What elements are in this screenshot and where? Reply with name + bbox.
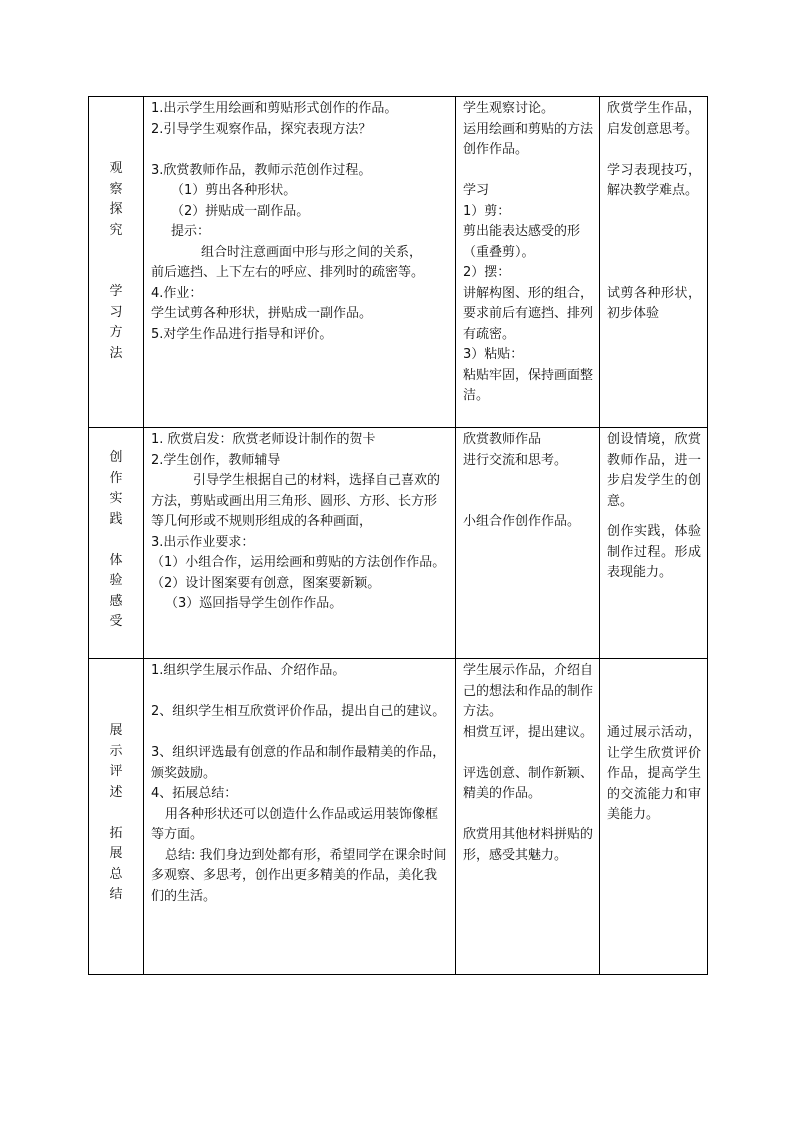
blank-line <box>607 140 701 161</box>
stage-char: 拓 <box>109 825 123 841</box>
student-activity-cell <box>456 428 600 659</box>
design-intent-cell <box>600 659 708 975</box>
teacher-line: 组合时注意画面中形与形之间的关系， <box>201 244 423 260</box>
stage-cell <box>89 428 144 659</box>
blank-line <box>463 471 593 492</box>
student-line: 欣赏教师作品 <box>463 432 542 447</box>
blank-space <box>607 202 701 284</box>
teacher-line: 提示： <box>171 224 211 239</box>
teacher-activity-cell <box>144 659 456 975</box>
stage-cell <box>89 97 144 428</box>
blank-line <box>151 140 449 161</box>
student-line: 剪出能表达感受的形（重叠剪）。 <box>463 224 581 260</box>
teacher-activity-cell <box>144 97 456 428</box>
blank-line <box>463 492 593 513</box>
teacher-line: 1.组织学生展示作品、介绍作品。 <box>151 663 346 678</box>
student-line: 运用绘画和剪贴的方法创作作品。 <box>463 121 594 157</box>
student-line: 粘贴牢固，保持画面整洁。 <box>463 367 594 403</box>
student-line: 学生观察讨论。 <box>463 101 555 116</box>
teacher-line: （2）拼贴成一副作品。 <box>171 203 310 219</box>
lesson-plan-table <box>88 96 708 975</box>
stage-char: 展 <box>109 846 123 861</box>
teacher-line: 4.作业： <box>151 285 203 301</box>
student-line: 讲解构图、形的组合，要求前后有遮挡、排列有疏密。 <box>463 285 594 342</box>
teacher-line: （2）设计图案要有创意，图案要新颖。 <box>151 575 381 591</box>
teacher-activity-cell <box>144 428 456 659</box>
teacher-line: （1）剪出各种形状。 <box>171 183 297 198</box>
stage-char: 实 <box>109 491 123 506</box>
student-line: 学习 <box>463 183 490 198</box>
teacher-line: 用各种形状还可以创造什么作品或运用装饰像框等方面。 <box>151 806 439 842</box>
stage-char: 评 <box>109 764 123 779</box>
student-line: 小组合作创作作品。 <box>463 514 581 529</box>
table-row <box>89 428 708 659</box>
blank-line <box>151 723 449 744</box>
stage-char: 受 <box>109 614 123 629</box>
teacher-line: （3）巡回指导学生创作作品。 <box>165 596 343 611</box>
stage-char: 探 <box>109 202 123 217</box>
teacher-line: 前后遮挡、上下左右的呼应、排列时的疏密等。 <box>151 265 425 280</box>
stage-char: 展 <box>109 723 123 738</box>
stage-gap <box>89 241 143 262</box>
blank-line <box>463 805 593 826</box>
stage-char: 习 <box>109 304 123 320</box>
teacher-line: 总结: 我们身边到处都有形，希望同学在课余时间多观察、多思考，创作出更多精美的作品，美化我们的生活。 <box>151 847 447 904</box>
stage-char: 体 <box>109 552 123 568</box>
student-line: 2）摆： <box>463 265 511 280</box>
teacher-line: 1.出示学生用绘画和剪贴形式创作的作品。 <box>151 101 398 116</box>
stage-char: 践 <box>109 511 123 527</box>
stage-gap <box>89 803 143 824</box>
intent-line: 试剪各种形状，初步体验 <box>607 285 701 321</box>
stage-char: 观 <box>109 161 123 176</box>
teacher-line: 学生试剪各种形状，拼贴成一副作品。 <box>151 306 373 321</box>
student-line: 进行交流和思考。 <box>463 452 568 468</box>
stage-gap <box>89 530 143 551</box>
teacher-line: （1）小组合作，运用绘画和剪贴的方法创作作品。 <box>151 555 446 570</box>
teacher-line: 引导学生根据自己的材料，选择自己喜欢的方法，剪贴或画出用三角形、圆形、方形、长方形等几何形或不规则形组成的各种画面， <box>151 473 441 529</box>
stage-char: 法 <box>109 345 123 361</box>
stage-char: 创 <box>109 450 123 465</box>
intent-line: 学习表现技巧，解决教学难点。 <box>607 162 701 198</box>
student-line: 欣赏用其他材料拼贴的形，感受其魅力。 <box>463 827 594 863</box>
stage-char: 究 <box>109 222 123 238</box>
stage-cell <box>89 659 144 975</box>
teacher-line: 2.学生创作，教师辅导 <box>151 452 281 468</box>
student-line: 1）剪： <box>463 203 511 219</box>
teacher-line: 3.欣赏教师作品，教师示范创作过程。 <box>151 162 372 178</box>
intent-line: 创作实践，体验制作过程。形成表现能力。 <box>607 524 701 580</box>
teacher-line: 5.对学生作品进行指导和评价。 <box>151 326 333 342</box>
stage-char: 述 <box>109 784 123 800</box>
intent-line: 欣赏学生作品，启发创意思考。 <box>607 101 701 137</box>
blank-line <box>607 512 701 522</box>
stage-gap <box>89 262 143 283</box>
student-activity-cell <box>456 97 600 428</box>
student-line: 相赏互评，提出建议。 <box>463 724 594 740</box>
blank-line <box>151 682 449 703</box>
stage-char: 学 <box>109 284 123 299</box>
stage-char: 总 <box>109 866 123 882</box>
blank-line <box>463 743 593 764</box>
student-line: 评选创意、制作新颖、精美的作品。 <box>463 765 594 801</box>
stage-char: 验 <box>109 573 123 588</box>
student-line: 3）粘贴： <box>463 347 524 362</box>
stage-char: 方 <box>109 325 123 340</box>
design-intent-cell <box>600 97 708 428</box>
teacher-line: 3、组织评选最有创意的作品和制作最精美的作品，颁奖鼓励。 <box>151 745 446 781</box>
teacher-line: 1. 欣赏启发：欣赏老师设计制作的贺卡 <box>151 432 376 447</box>
stage-char: 结 <box>109 887 123 902</box>
stage-char: 察 <box>109 181 123 197</box>
design-intent-cell <box>600 428 708 659</box>
student-activity-cell <box>456 659 600 975</box>
teacher-line: 4、拓展总结： <box>151 786 238 801</box>
table-row <box>89 659 708 975</box>
stage-char: 示 <box>109 743 123 759</box>
intent-line: 通过展示活动，让学生欣赏评价作品，提高学生的交流能力和审美能力。 <box>607 725 701 822</box>
intent-line: 创设情境，欣赏教师作品，进一步启发学生的创意。 <box>607 432 701 509</box>
table-row <box>89 97 708 428</box>
teacher-line: 3.出示作业要求： <box>151 534 255 550</box>
stage-char: 感 <box>109 593 123 609</box>
stage-char: 作 <box>109 470 123 486</box>
student-line: 学生展示作品，介绍自己的想法和作品的制作方法。 <box>463 663 594 719</box>
teacher-line: 2.引导学生观察作品，探究表现方法？ <box>151 121 372 137</box>
teacher-line: 2、组织学生相互欣赏评价作品，提出自己的建议。 <box>151 704 446 719</box>
blank-line <box>463 161 593 182</box>
